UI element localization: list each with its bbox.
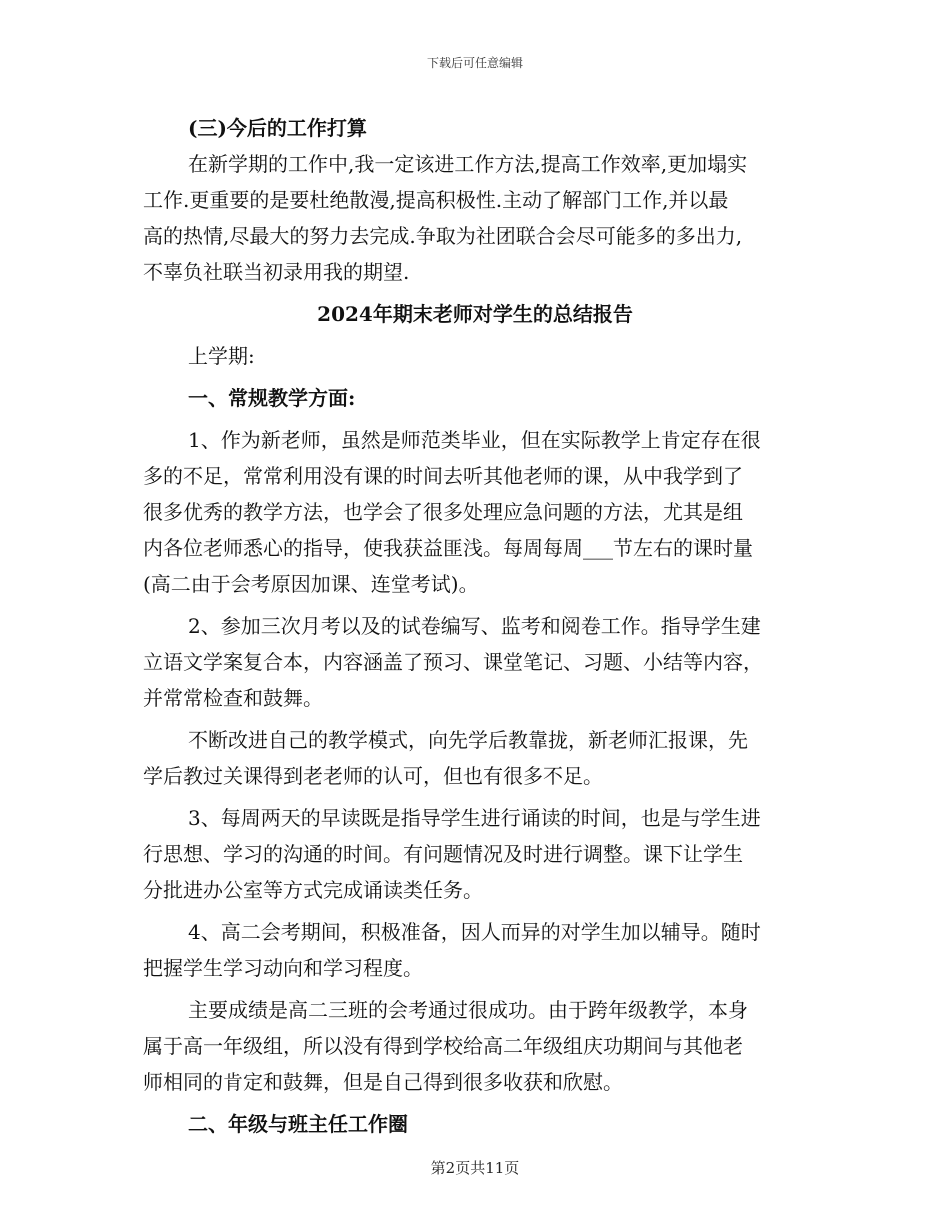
paragraph-line: 不断改进自己的教学模式，向先学后教靠拢，新老师汇报课，先 (188, 728, 748, 752)
page-header-note: 下载后可任意编辑 (426, 56, 523, 70)
paragraph-line: 主要成绩是高二三班的会考通过很成功。由于跨年级教学，本身 (188, 998, 748, 1022)
paragraph-line: 行思想、学习的沟通的时间。有问题情况及时进行调整。课下让学生 (143, 842, 743, 866)
paragraph-line: 属于高一年级组，所以没有得到学校给高二年级组庆功期间与其他老 (143, 1034, 743, 1058)
paragraph-line: 把握学生学习动向和学习程度。 (143, 956, 423, 980)
report-title: 2024年期末老师对学生的总结报告 (317, 302, 633, 326)
paragraph-line: 分批进办公室等方式完成诵读类任务。 (143, 878, 483, 902)
paragraph-line: 立语文学案复合本，内容涵盖了预习、课堂笔记、习题、小结等内容， (143, 650, 763, 674)
section-2-title: 二、年级与班主任工作圈 (188, 1112, 408, 1136)
paragraph-line: 4、高二会考期间，积极准备，因人而异的对学生加以辅导。随时 (188, 920, 761, 944)
paragraph-line: 1、作为新老师，虽然是师范类毕业，但在实际教学上肯定存在很 (188, 428, 761, 452)
section-plan-title: (三)今后的工作打算 (188, 116, 367, 140)
paragraph-line: 并常常检查和鼓舞。 (143, 686, 323, 710)
paragraph-line: 3、每周两天的早读既是指导学生进行诵读的时间，也是与学生进 (188, 806, 761, 830)
page-number: 第2页共11页 (430, 1159, 520, 1177)
document-body (143, 110, 807, 1142)
paragraph-line: 学后教过关课得到老老师的认可，但也有很多不足。 (143, 764, 603, 788)
paragraph-line: 内各位老师悉心的指导，使我获益匪浅。每周每周___节左右的课时量 (143, 536, 753, 560)
paragraph-line: 很多优秀的教学方法，也学会了很多处理应急问题的方法，尤其是组 (143, 500, 743, 524)
section-1-title: 一、常规教学方面: (188, 386, 356, 410)
plan-line: 不辜负社联当初录用我的期望. (143, 260, 410, 284)
plan-line: 高的热情,尽最大的努力去完成.争取为社团联合会尽可能多的多出力, (143, 224, 743, 248)
plan-line: 在新学期的工作中,我一定该进工作方法,提高工作效率,更加塌实 (188, 152, 748, 176)
term-label: 上学期: (188, 344, 255, 368)
paragraph-line: (高二由于会考原因加课、连堂考试)。 (143, 572, 479, 596)
paragraph-line: 2、参加三次月考以及的试卷编写、监考和阅卷工作。指导学生建 (188, 614, 761, 638)
paragraph-line: 多的不足，常常利用没有课的时间去听其他老师的课，从中我学到了 (143, 464, 743, 488)
paragraph-line: 师相同的肯定和鼓舞，但是自己得到很多收获和欣慰。 (143, 1070, 623, 1094)
plan-line: 工作.更重要的是要杜绝散漫,提高积极性.主动了解部门工作,并以最 (143, 188, 729, 212)
